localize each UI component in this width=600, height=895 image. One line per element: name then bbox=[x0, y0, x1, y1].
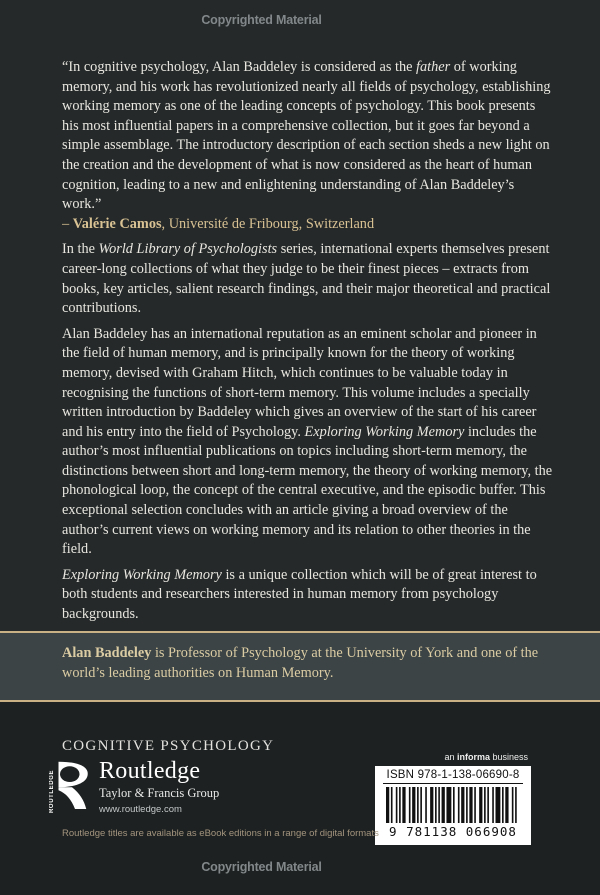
routledge-logo-text bbox=[99, 759, 219, 815]
isbn-digits: 9 781138 066908 bbox=[389, 824, 517, 839]
author-bio-box bbox=[0, 631, 600, 702]
category-label: COGNITIVE PSYCHOLOGY bbox=[62, 738, 275, 754]
review-quote: “In cognitive psychology, Alan Baddeley is considered as the father of working memory, and his work has revolutionized nearly all fields of psychology, establishing working memory as one of the leading concepts of psychology. This book presents his most influential papers in a comprehensive collection, but it goes far beyond a simple assemblage. The introductory description of each section sheds a new light on the creation and the development of what is now considered as the heart of human cognition, leading to a new and enlightening understanding of Alan Baddeley’s work.” bbox=[62, 59, 551, 213]
ebook-availability-note: Routledge titles are available as eBook editions in a range of digital formats bbox=[62, 828, 379, 839]
isbn-label: ISBN 978-1-138-06690-8 bbox=[386, 769, 520, 781]
routledge-r-icon bbox=[57, 759, 90, 811]
publisher-url: www.routledge.com bbox=[99, 804, 182, 815]
closing-note: Exploring Working Memory is a unique collection which will be of great interest to both students and researchers interested in human memory from psychology backgrounds. bbox=[62, 566, 537, 623]
series-description: In the World Library of Psychologists series, international experts themselves present career-long collections of what they judge to be their finest pieces – extracts from books, key articles, salient research findings, and their major theoretical and practical contributions. bbox=[62, 241, 551, 317]
author-bio-text: Alan Baddeley is Professor of Psychology at the University of York and one of the world’s leading authorities on Human Memory. bbox=[62, 645, 539, 681]
footer bbox=[0, 702, 600, 895]
publisher-name: Routledge bbox=[99, 758, 201, 784]
informa-business-label: an informa business bbox=[444, 752, 528, 762]
copyright-material-label-top: Copyrighted Material bbox=[201, 13, 322, 27]
review-attribution: – Valérie Camos, Université de Fribourg, Switzerland bbox=[62, 215, 375, 232]
routledge-logo bbox=[47, 759, 219, 815]
copyright-material-label-bottom: Copyrighted Material bbox=[201, 860, 322, 874]
routledge-logo-mark bbox=[47, 759, 90, 813]
isbn-barcode-box bbox=[375, 766, 531, 845]
routledge-vertical-text: ROUTLEDGE bbox=[49, 769, 55, 813]
isbn-divider bbox=[383, 783, 523, 784]
back-cover-text bbox=[62, 58, 554, 626]
book-description: Alan Baddeley has an international reputation as an eminent scholar and pioneer in the field of human memory, and is principally known for the theory of working memory, devised with Graham Hitch, which continues to be valuable today in recognising the functions of short-term memory. This volume includes a specially written introduction by Baddeley which gives an overview of the start of his career and his entry into the field of Psychology. Exploring Working Memory includes the author’s most influential publications on topics including short-term memory, the distinctions between short and long-term memory, the theory of working memory, the phonological loop, the concept of the central executive, and the episodic buffer. This exceptional selection concludes with an article giving a broad overview of the author’s current views on working memory and its relation to other theories in the field. bbox=[62, 325, 553, 558]
publisher-group: Taylor & Francis Group bbox=[99, 786, 220, 800]
barcode-icon bbox=[386, 787, 520, 823]
